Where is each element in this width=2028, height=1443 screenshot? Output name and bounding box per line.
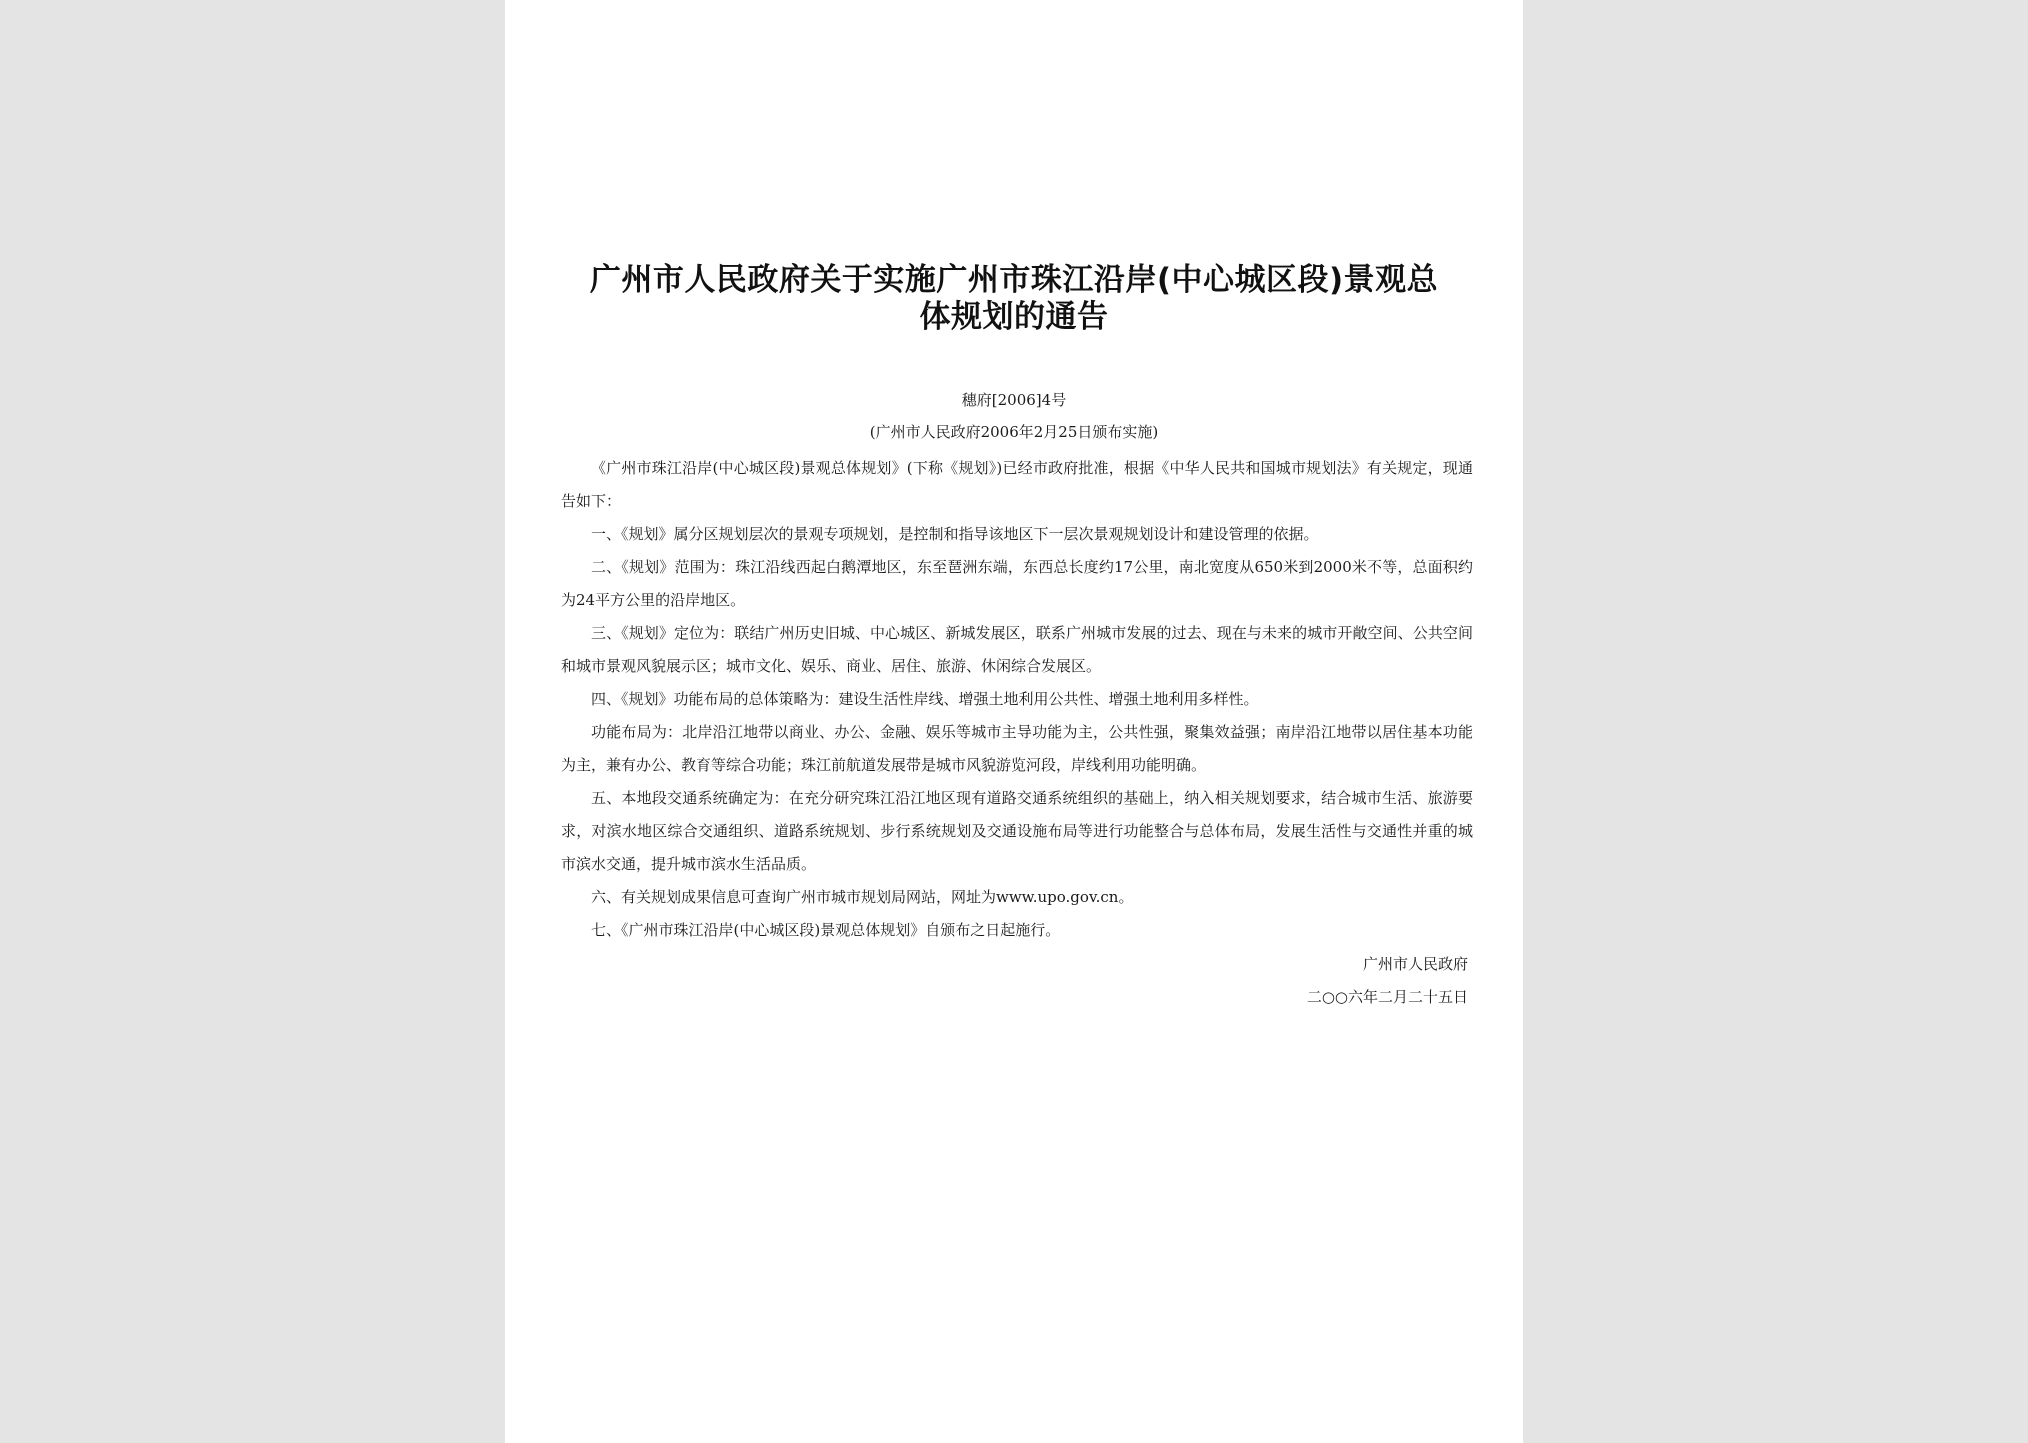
- paragraph-item-5: 五、本地段交通系统确定为：在充分研究珠江沿江地区现有道路交通系统组织的基础上，纳入相关规划要求，结合城市生活、旅游要求，对滨水地区综合交通组织、道路系统规划、步行系统规划及交通设施布局等进行功能整合与总体布局，发展生活性与交通性并重的城市滨水交通，提升城市滨水生活品质。: [561, 789, 1473, 873]
- paragraph-function-layout: 功能布局为：北岸沿江地带以商业、办公、金融、娱乐等城市主导功能为主，公共性强，聚集效益强；南岸沿江地带以居住基本功能为主，兼有办公、教育等综合功能；珠江前航道发展带是城市风貌游览河段，岸线利用功能明确。: [561, 723, 1473, 774]
- paragraph-intro: 《广州市珠江沿岸(中心城区段)景观总体规划》(下称《规划》)已经市政府批准，根据《中华人民共和国城市规划法》有关规定，现通告如下：: [561, 459, 1473, 510]
- paragraph-item-6: 六、有关规划成果信息可查询广州市城市规划局网站，网址为www.upo.gov.cn。: [591, 888, 1134, 906]
- document-page: [505, 0, 1523, 1443]
- document-title: 广州市人民政府关于实施广州市珠江沿岸(中心城区段)景观总体规划的通告: [589, 262, 1439, 335]
- issuer-name: 广州市人民政府: [1362, 955, 1468, 973]
- document-number: 穗府[2006]4号: [961, 391, 1067, 409]
- issue-date: 二○○六年二月二十五日: [1306, 988, 1468, 1006]
- document-body: [561, 452, 1473, 947]
- paragraph-item-4: 四、《规划》功能布局的总体策略为：建设生活性岸线、增强土地利用公共性、增强土地利用多样性。: [591, 690, 1259, 708]
- signature-block: [1307, 948, 1468, 1014]
- paragraph-item-3: 三、《规划》定位为：联结广州历史旧城、中心城区、新城发展区，联系广州城市发展的过去、现在与未来的城市开敞空间、公共空间和城市景观风貌展示区；城市文化、娱乐、商业、居住、旅游、休闲综合发展区。: [561, 624, 1473, 675]
- promulgation-note: (广州市人民政府2006年2月25日颁布实施): [869, 423, 1159, 441]
- paragraph-item-1: 一、《规划》属分区规划层次的景观专项规划，是控制和指导该地区下一层次景观规划设计和建设管理的依据。: [591, 525, 1319, 543]
- paragraph-item-7: 七、《广州市珠江沿岸(中心城区段)景观总体规划》自颁布之日起施行。: [591, 921, 1061, 939]
- paragraph-item-2: 二、《规划》范围为：珠江沿线西起白鹅潭地区，东至琶洲东端，东西总长度约17公里，南北宽度从650米到2000米不等，总面积约为24平方公里的沿岸地区。: [561, 558, 1473, 609]
